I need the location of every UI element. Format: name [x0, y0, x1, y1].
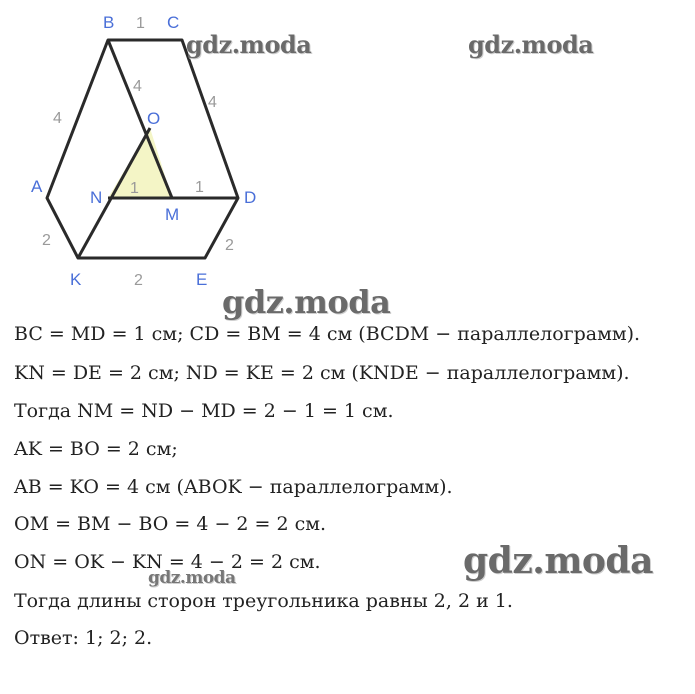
side-label-cd: 4 [208, 94, 217, 111]
vertex-label-n: N [90, 188, 103, 207]
solution-line-8: Тогда длины сторон треугольника равны 2, 2 и 1. [14, 590, 513, 612]
solution-line-1: BC = MD = 1 см; CD = BM = 4 см (BCDM − параллелограмм). [14, 323, 641, 345]
watermark: gdz.moda [148, 568, 236, 588]
watermark: gdz.moda [186, 30, 312, 59]
solution-line-2: KN = DE = 2 см; ND = KE = 2 см (KNDE − параллелограмм). [14, 362, 630, 384]
watermark: gdz.moda [222, 283, 391, 321]
vertex-label-c: C [167, 13, 180, 32]
solution-line-5: AB = KO = 4 см (ABOK − параллелограмм). [14, 476, 453, 498]
vertex-label-b: B [103, 13, 115, 32]
side-label-ke: 2 [134, 272, 143, 289]
vertex-label-k: K [70, 270, 82, 289]
vertex-label-m: M [165, 205, 180, 224]
side-label-ab: 4 [53, 110, 62, 127]
watermark: gdz.moda [463, 540, 653, 582]
watermark: gdz.moda [468, 30, 594, 59]
side-label-ak: 2 [42, 232, 51, 249]
side-label-nm: 1 [130, 180, 139, 197]
vertex-label-d: D [244, 188, 257, 207]
side-label-de: 2 [225, 237, 234, 254]
solution-line-7: ON = OK − KN = 4 − 2 = 2 см. [14, 551, 321, 573]
solution-line-9: Ответ: 1; 2; 2. [14, 627, 153, 649]
vertex-label-o: O [147, 109, 161, 128]
side-label-md: 1 [195, 179, 204, 196]
side-label-bc: 1 [136, 15, 145, 32]
vertex-label-e: E [196, 270, 208, 289]
solution-line-4: AK = BO = 2 см; [14, 438, 178, 460]
vertex-label-a: A [31, 177, 43, 196]
side-label-bo: 4 [133, 78, 142, 95]
solution-line-6: OM = BM − BO = 4 − 2 = 2 см. [14, 513, 327, 535]
solution-line-3: Тогда NM = ND − MD = 2 − 1 = 1 см. [14, 400, 394, 422]
